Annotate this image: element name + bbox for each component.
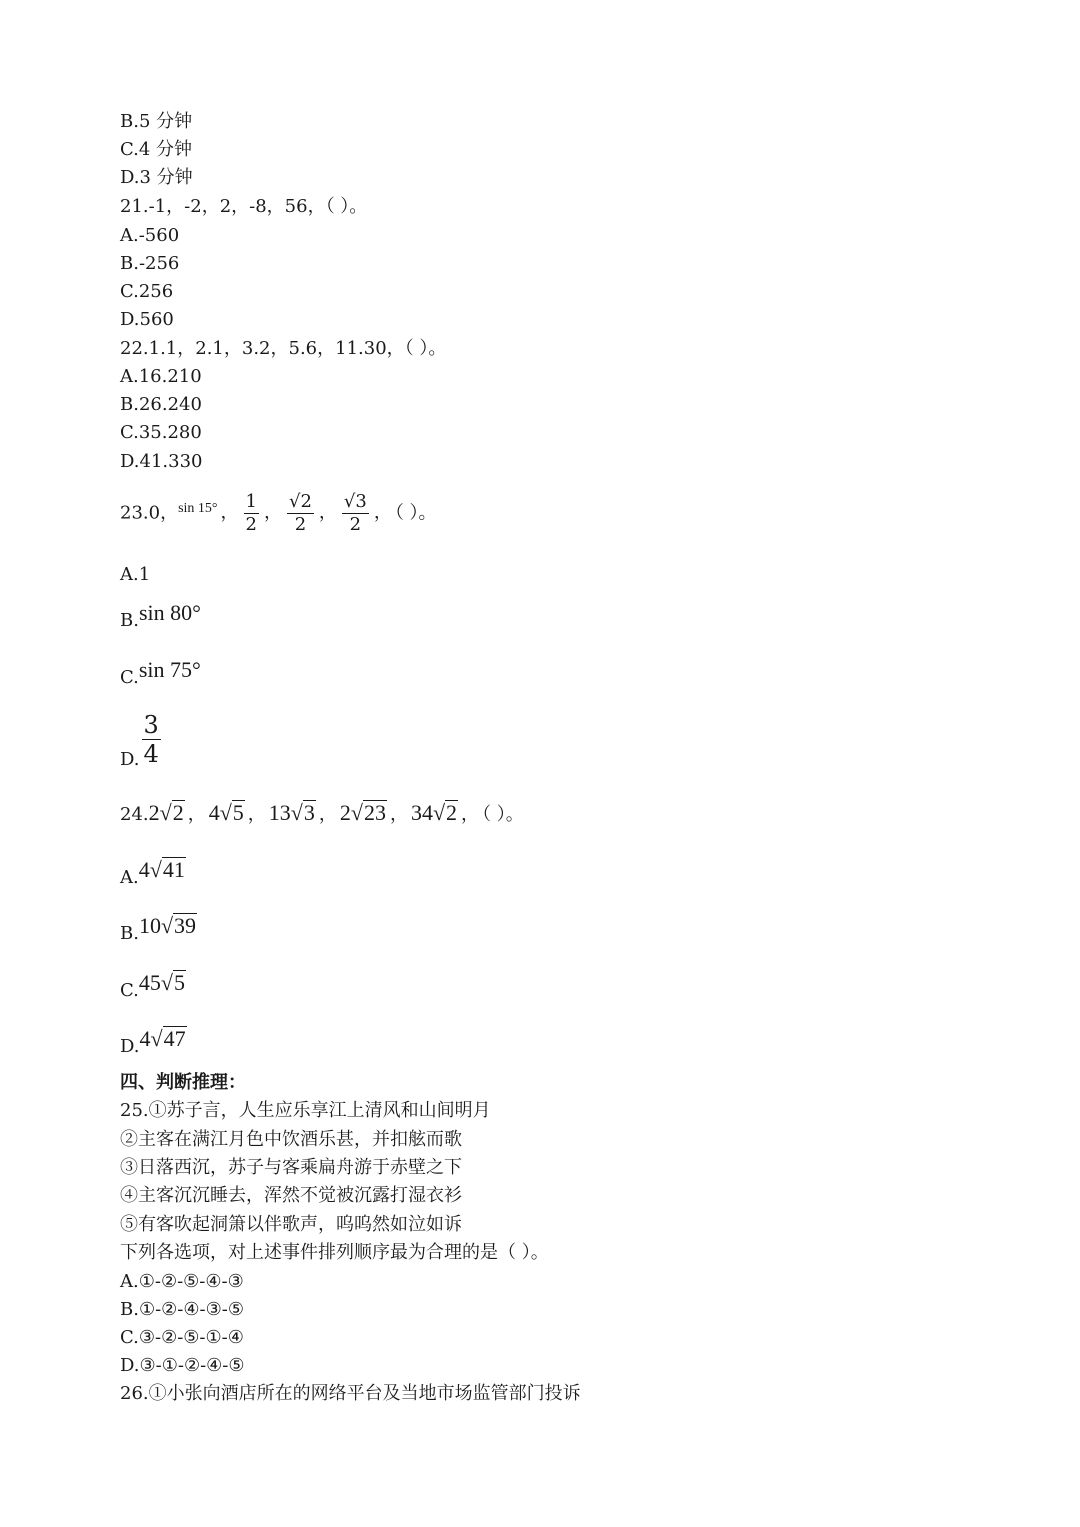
q23-comma: ，	[220, 502, 239, 524]
q23-option-d-label: D.	[120, 748, 140, 770]
q24-term-5-radicand: 2	[446, 800, 458, 825]
q24-option-a-coef: 4	[138, 857, 150, 882]
q22-option-b: B.26.240	[120, 394, 202, 415]
q24-option-a	[120, 857, 186, 888]
q23-option-b	[120, 600, 201, 631]
q24-option-b	[120, 913, 197, 944]
q24-term-5-coef: 34	[410, 800, 433, 825]
q23-option-d-num: 3	[143, 711, 159, 739]
q23-option-d	[120, 712, 163, 770]
q20-option-d: D.3 分钟	[120, 167, 193, 188]
q20-option-c: C.4 分钟	[120, 139, 193, 160]
q24-comma: ，	[247, 804, 266, 825]
q24-option-d-radicand: 47	[163, 1026, 186, 1051]
q24-term-1-radicand: 2	[172, 800, 184, 825]
q24-term-4-radicand: 23	[363, 800, 386, 825]
q24-option-d-coef: 4	[139, 1026, 151, 1051]
q22-option-d: D.41.330	[120, 451, 203, 472]
q23-prefix: 23.0，	[120, 502, 179, 524]
q24-comma: ，	[389, 804, 408, 825]
q23-frac-root2-den: 2	[294, 513, 307, 535]
q23-frac-root2	[287, 492, 314, 535]
q21-option-d: D.560	[120, 309, 174, 330]
q23-comma: ，	[373, 502, 392, 524]
q24-option-c-label: C.	[120, 980, 139, 1001]
q20-option-b: B.5 分钟	[120, 111, 193, 132]
q23-frac-half-den: 2	[245, 513, 257, 535]
q23-option-b-math: sin 80°	[138, 600, 201, 625]
q23-option-a: A.1	[120, 564, 151, 585]
q23-frac-half	[244, 492, 259, 535]
q24-option-a-label: A.	[120, 867, 139, 888]
section-heading-judgement: 四、判断推理：	[120, 1072, 246, 1093]
q21-option-a: A.-560	[120, 225, 180, 246]
q25-question: 下列各选项，对上述事件排列顺序最为合理的是（ ）。	[120, 1242, 549, 1263]
q24-term-4-coef: 2	[339, 800, 351, 825]
q25-option-a: A.①-②-⑤-④-③	[120, 1271, 244, 1292]
q23-stem	[120, 492, 437, 535]
q23-comma: ，	[318, 502, 337, 524]
q22-option-c: C.35.280	[120, 422, 202, 443]
q23-option-c	[120, 657, 201, 688]
q23-comma: ，	[263, 502, 282, 524]
q24-term-4: 2√23	[339, 800, 386, 825]
q23-frac-root3-den: 2	[349, 513, 362, 535]
q22-stem: 22.1.1，2.1，3.2，5.6，11.30，（ ）。	[120, 338, 447, 359]
q24-option-a-radicand: 41	[162, 857, 185, 882]
q23-option-c-label: C.	[120, 667, 139, 688]
q24-term-1-coef: 2	[148, 800, 160, 825]
q25-line-1: 25.①苏子言，人生应乐享江上清风和山间明月	[120, 1100, 491, 1121]
q23-option-b-label: B.	[120, 610, 139, 631]
q24-term-2: 4√5	[208, 800, 244, 825]
q24-option-b-math: 10√39	[138, 913, 197, 938]
q23-option-c-math: sin 75°	[138, 657, 201, 682]
q25-line-4: ④主客沉沉睡去，浑然不觉被沉露打湿衣衫	[120, 1185, 462, 1206]
q24-option-b-radicand: 39	[174, 913, 197, 938]
q24-option-c-math: 45√5	[138, 970, 185, 995]
q23-frac-root3-num: √3	[343, 491, 367, 512]
q24-prefix: 24.	[120, 804, 149, 825]
q24-blank: （ ）。	[482, 804, 524, 825]
q24-term-3: 13√3	[268, 800, 315, 825]
q25-option-c: C.③-②-⑤-①-④	[120, 1327, 244, 1348]
q22-option-a: A.16.210	[120, 366, 202, 387]
q23-frac-half-num: 1	[245, 491, 257, 512]
q24-option-b-coef: 10	[138, 913, 161, 938]
q24-term-3-coef: 13	[268, 800, 291, 825]
q24-stem	[120, 800, 524, 826]
q24-option-d-math: 4√47	[139, 1026, 186, 1051]
q23-option-d-den: 4	[143, 740, 159, 769]
q25-line-3: ③日落西沉，苏子与客乘扁舟游于赤壁之下	[120, 1157, 462, 1178]
q24-comma: ，	[461, 804, 480, 825]
q24-term-2-radicand: 5	[232, 800, 244, 825]
q26-line-1: 26.①小张向酒店所在的网络平台及当地市场监管部门投诉	[120, 1383, 581, 1404]
q21-option-b: B.-256	[120, 253, 180, 274]
q23-frac-root2-num: √2	[288, 491, 312, 512]
q21-stem: 21.-1，-2，2，-8，56，（ ）。	[120, 196, 368, 217]
q25-line-2: ②主客在满江月色中饮酒乐甚，并扣舷而歌	[120, 1129, 462, 1150]
q24-term-2-coef: 4	[208, 800, 220, 825]
q25-option-d: D.③-①-②-④-⑤	[120, 1355, 245, 1376]
q23-option-d-frac	[142, 712, 161, 768]
q24-option-d-label: D.	[120, 1036, 140, 1057]
q24-term-1: 2√2	[148, 800, 184, 825]
q24-option-c-coef: 45	[138, 970, 161, 995]
q24-comma: ，	[318, 804, 337, 825]
q24-option-c	[120, 970, 186, 1001]
q24-option-c-radicand: 5	[173, 970, 185, 995]
q23-sin15: sin 15°	[178, 501, 218, 517]
q24-term-5: 34√2	[410, 800, 458, 825]
q24-term-3-radicand: 3	[303, 800, 315, 825]
q24-option-a-math: 4√41	[138, 857, 185, 882]
q25-option-b: B.①-②-④-③-⑤	[120, 1299, 244, 1320]
q23-blank: （ ）。	[394, 502, 437, 524]
q25-line-5: ⑤有客吹起洞箫以伴歌声，呜呜然如泣如诉	[120, 1214, 462, 1235]
q24-option-b-label: B.	[120, 923, 139, 944]
q21-option-c: C.256	[120, 281, 174, 302]
q24-comma: ，	[187, 804, 206, 825]
q23-frac-root3	[342, 492, 369, 535]
q24-option-d	[120, 1026, 187, 1057]
